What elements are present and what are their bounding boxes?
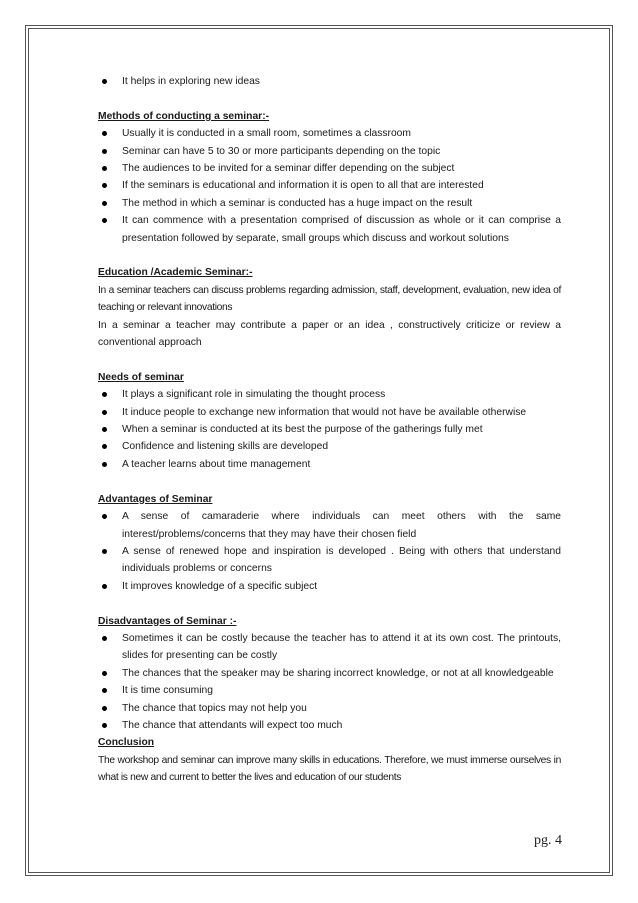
needs-list [98,386,561,473]
list-item: The chance that topics may not help you [98,700,561,717]
advantages-list [98,508,561,595]
list-item: It induce people to exchange new information that would not have be available otherwise [98,404,561,421]
list-item: A sense of camaraderie where individuals can meet others with the same interest/problems/concerns that they may have their chosen field [98,508,561,543]
list-item: A sense of renewed hope and inspiration is developed . Being with others that understand individuals problems or concerns [98,543,561,578]
education-paragraph-2: In a seminar a teacher may contribute a paper or an idea , constructively criticize or review a conventional approach [98,319,561,349]
methods-heading: Methods of conducting a seminar:- [98,110,270,122]
needs-heading: Needs of seminar [98,371,184,383]
list-item: Confidence and listening skills are developed [98,438,561,455]
list-item: The audiences to be invited for a seminar differ depending on the subject [98,160,561,177]
page-number: pg. 4 [534,833,562,848]
list-item: It helps in exploring new ideas [98,73,561,90]
list-item: Usually it is conducted in a small room, sometimes a classroom [98,125,561,142]
intro-bullet-list [98,73,561,90]
page-content [98,73,561,787]
conclusion-heading: Conclusion [98,737,155,749]
methods-list [98,125,561,247]
advantages-heading: Advantages of Seminar [98,493,213,505]
list-item: If the seminars is educational and information it is open to all that are interested [98,177,561,194]
list-item: The chances that the speaker may be sharing incorrect knowledge, or not at all knowledgeable [98,665,561,682]
disadvantages-heading: Disadvantages of Seminar :- [98,615,237,627]
list-item: It can commence with a presentation comprised of discussion as whole or it can comprise a presentation followed by separate, small groups which discuss and workout solutions [98,212,561,247]
education-paragraph-1: In a seminar teachers can discuss problems regarding admission, staff, development, evaluation, new idea of teaching or relevant innovations [98,284,561,314]
list-item: Sometimes it can be costly because the teacher has to attend it at its own cost. The printouts, slides for presenting can be costly [98,630,561,665]
list-item: It improves knowledge of a specific subject [98,578,561,595]
list-item: The method in which a seminar is conducted has a huge impact on the result [98,195,561,212]
list-item: The chance that attendants will expect too much [98,717,561,734]
list-item: It is time consuming [98,682,561,699]
education-heading: Education /Academic Seminar:- [98,267,253,279]
list-item: It plays a significant role in simulating the thought process [98,386,561,403]
list-item: A teacher learns about time management [98,456,561,473]
disadvantages-list [98,630,561,734]
conclusion-paragraph: The workshop and seminar can improve many skills in educations. Therefore, we must immerse ourselves in what is new and current to better the lives and education of our students [98,754,561,784]
list-item: Seminar can have 5 to 30 or more participants depending on the topic [98,143,561,160]
list-item: When a seminar is conducted at its best the purpose of the gatherings fully met [98,421,561,438]
